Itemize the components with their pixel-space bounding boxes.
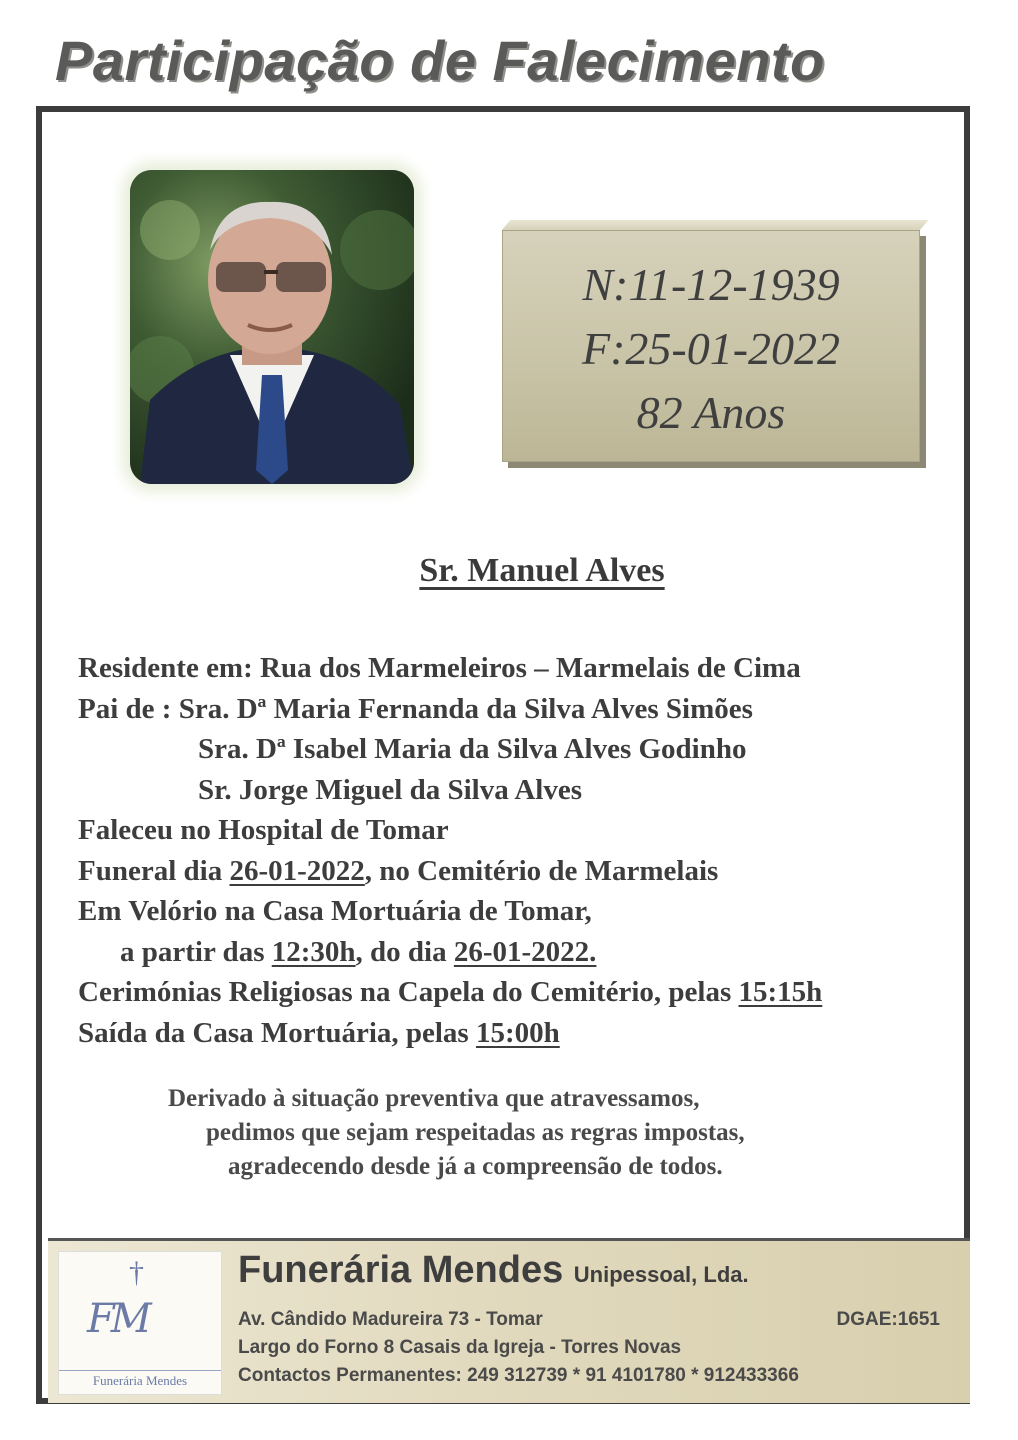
wake-time-line <box>78 932 978 973</box>
wake-date: 26-01-2022. <box>453 935 597 968</box>
dgae-number: DGAE:1651 <box>836 1309 940 1330</box>
deceased-name: Sr. Manuel Alves <box>419 552 665 589</box>
funeral-home-name <box>238 1249 749 1292</box>
father-of-line <box>78 689 978 730</box>
contacts: Contactos Permanentes: 249 312739 * 91 4101780 * 912433366 <box>238 1365 799 1386</box>
ceremony-time: 15:15h <box>738 976 823 1008</box>
plaque-bevel <box>502 220 928 230</box>
deceased-photo <box>130 170 414 484</box>
funeral-home-footer <box>48 1238 970 1403</box>
obituary-frame <box>36 106 970 1404</box>
child-name: Sra. Dª Isabel Maria da Silva Alves Godinho <box>198 733 747 765</box>
address-torres-novas: Largo do Forno 8 Casais da Igreja - Torres Novas <box>238 1337 682 1358</box>
notice-line: agradecendo desde já a compreensão de todos. <box>228 1153 723 1180</box>
wake-from-mid: , do dia <box>355 935 454 968</box>
funeral-date: 26-01-2022 <box>229 854 365 887</box>
wake-from-prefix: a partir das <box>120 935 272 968</box>
logo-monogram: FM <box>87 1296 148 1342</box>
residence-line: Residente em: Rua dos Marmeleiros – Marmelais de Cima <box>78 652 801 684</box>
address-tomar: Av. Cândido Madureira 73 - Tomar <box>238 1309 543 1330</box>
funeral-suffix: , no Cemitério de Marmelais <box>364 854 719 887</box>
funeral-prefix: Funeral dia <box>78 854 230 887</box>
dates-plaque <box>502 230 920 462</box>
logo-name: Funerária Mendes <box>59 1370 221 1389</box>
ceremony-prefix: Cerimónias Religiosas na Capela do Cemitério, pelas <box>78 976 739 1008</box>
wake-time: 12:30h <box>271 935 356 968</box>
age: 82 Anos <box>636 387 786 438</box>
company-suffix: Unipessoal, Lda. <box>573 1262 749 1287</box>
funeral-home-logo <box>58 1251 222 1395</box>
funeral-line <box>78 851 978 892</box>
cross-icon: † <box>129 1256 144 1289</box>
departure-line <box>78 1013 978 1054</box>
notice-line: pedimos que sejam respeitadas as regras impostas, <box>206 1119 745 1146</box>
notice-line: Derivado à situação preventiva que atravessamos, <box>168 1085 700 1112</box>
company-name: Funerária Mendes <box>238 1249 564 1291</box>
birth-date: N:11-12-1939 <box>582 259 840 310</box>
departure-time: 15:00h <box>475 1016 560 1049</box>
child-name: Sra. Dª Maria Fernanda da Silva Alves Simões <box>178 692 753 725</box>
child-name: Sr. Jorge Miguel da Silva Alves <box>198 773 582 806</box>
covid-notice <box>102 1082 962 1184</box>
portrait-illustration <box>130 170 414 484</box>
father-of-label: Pai de : <box>78 692 179 725</box>
place-of-death: Faleceu no Hospital de Tomar <box>78 814 449 846</box>
departure-prefix: Saída da Casa Mortuária, pelas <box>78 1016 476 1049</box>
page-title: Participação de Falecimento <box>55 29 825 92</box>
funeral-info <box>78 648 978 1053</box>
wake-line: Em Velório na Casa Mortuária de Tomar, <box>78 895 592 927</box>
ceremony-line <box>78 972 978 1013</box>
death-date: F:25-01-2022 <box>581 323 841 374</box>
